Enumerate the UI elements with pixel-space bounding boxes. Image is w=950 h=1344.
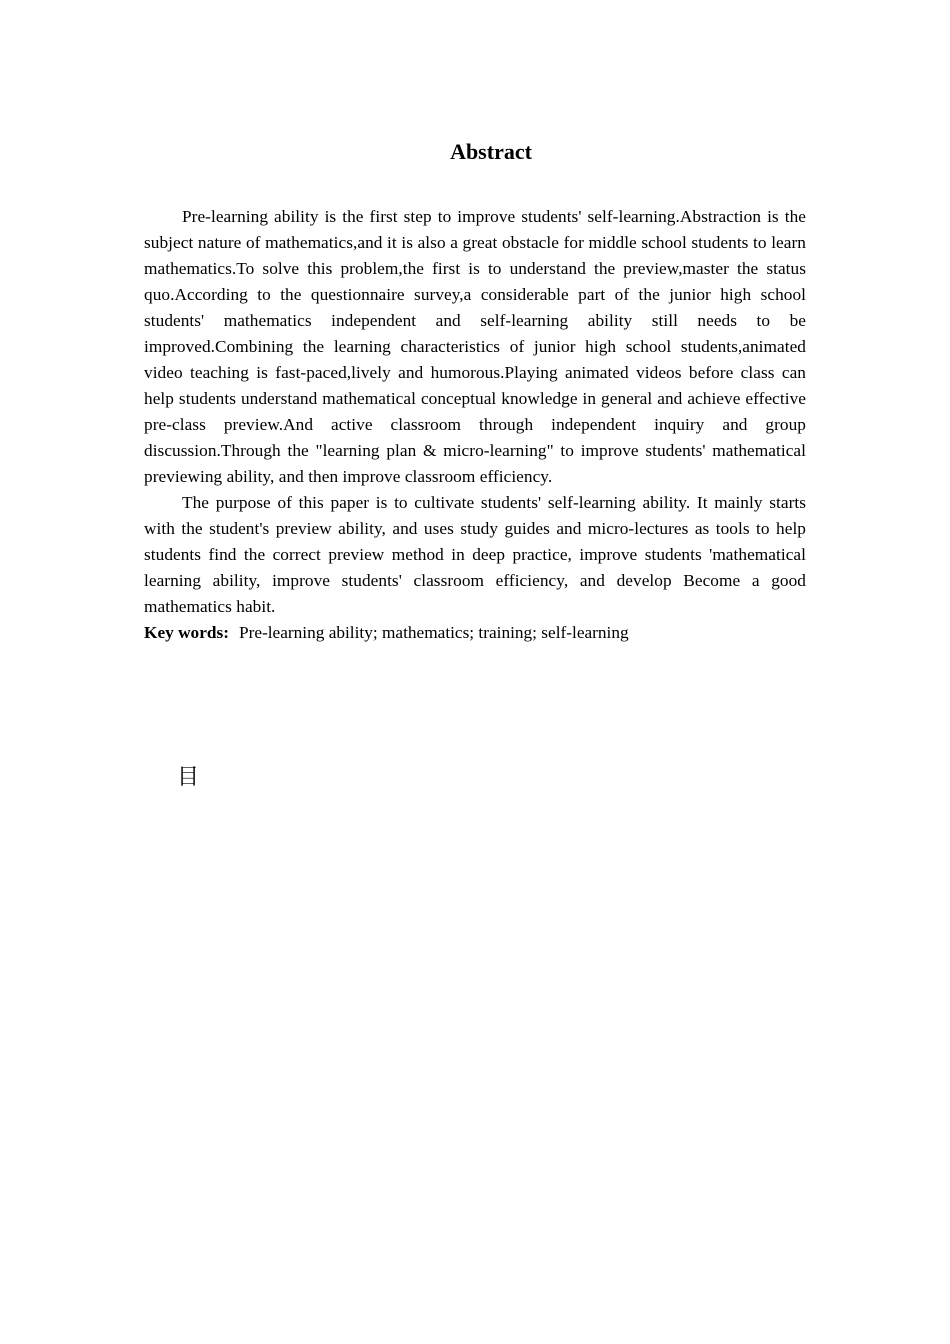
abstract-paragraph-2: The purpose of this paper is to cultivate students' self-learning ability. It mainly starts with the student's preview ability, and uses study guides and micro-lectures as tools to help students find the correct preview method in deep practice, improve students 'mathematical learning ability, improve students' classroom efficiency, and develop Become a good mathematics habit. (144, 493, 806, 616)
abstract-body (144, 204, 806, 646)
keywords-value: Pre-learning ability; mathematics; training; self-learning (238, 623, 629, 642)
keywords-label: Key words: (144, 623, 229, 642)
abstract-title: Abstract (450, 139, 532, 164)
keywords-line (144, 620, 806, 646)
toc-heading-fragment: 目 (177, 765, 200, 790)
abstract-paragraph-1: Pre-learning ability is the first step to improve students' self-learning.Abstraction is the subject nature of mathematics,and it is also a great obstacle for middle school students to learn mathematics.To solve this problem,the first is to understand the preview,master the status quo.According to the questionnaire survey,a considerable part of the junior high school students' mathematics independent and self-learning ability still needs to be improved.Combining the learning characteristics of junior high school students,animated video teaching is fast-paced,lively and humorous.Playing animated videos before class can help students understand mathematical conceptual knowledge in general and achieve effective pre-class preview.And active classroom through independent inquiry and group discussion.Through the "learning plan & micro-learning" to improve students' mathematical previewing ability, and then improve classroom efficiency. (144, 207, 806, 486)
